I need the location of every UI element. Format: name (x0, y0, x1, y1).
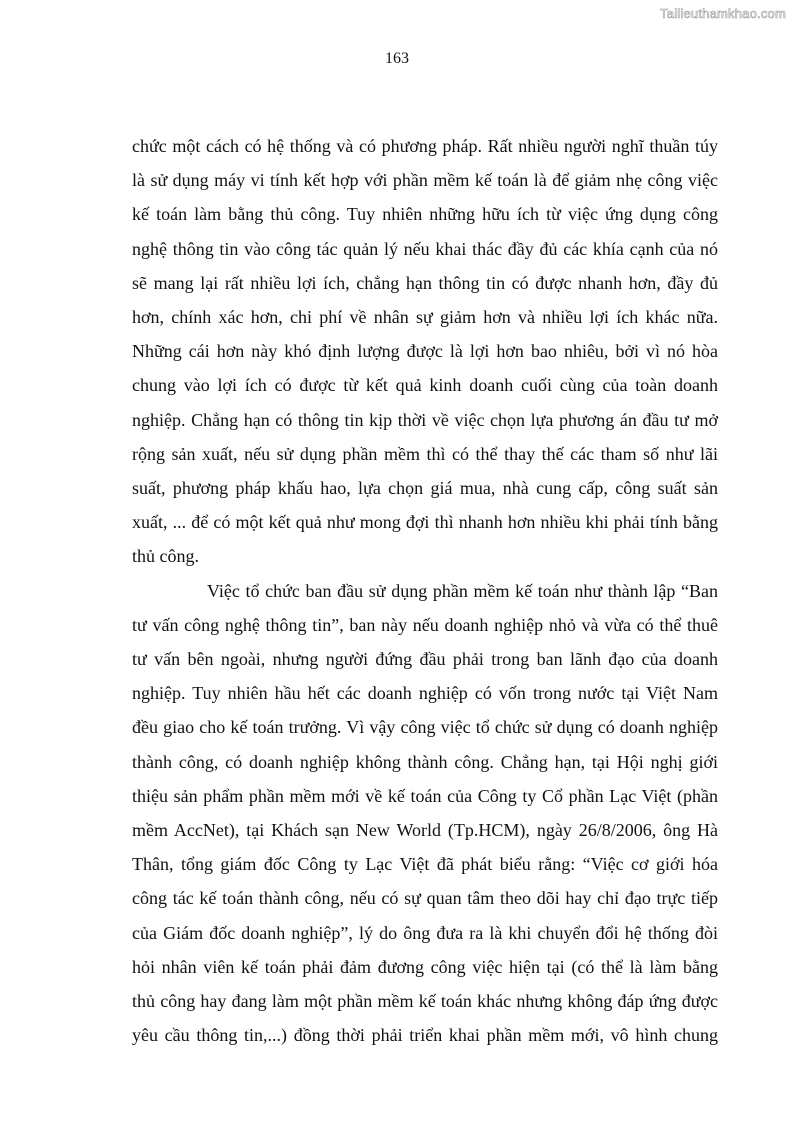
text-line: thủ công. (132, 546, 199, 567)
document-body (132, 129, 718, 1052)
text-line: Việc tổ chức ban đầu sử dụng phần mềm kế toán như thành lập “Ban (207, 580, 718, 601)
text-line: tư vấn bên ngoài, nhưng người đứng đầu phải trong ban lãnh đạo của doanh (132, 649, 718, 670)
text-line: hơn, chính xác hơn, chi phí về nhân sự giảm hơn và nhiều lợi ích khác nữa. (132, 307, 718, 328)
watermark: Tailieuthamkhao.com (660, 6, 786, 21)
text-line: là sử dụng máy vi tính kết hợp với phần mềm kế toán là để giảm nhẹ công việc (132, 170, 718, 191)
text-line: đều giao cho kế toán trưởng. Vì vậy công việc tổ chức sử dụng có doanh nghiệp (132, 717, 718, 738)
text-line: thiệu sản phẩm phần mềm mới về kế toán của Công ty Cổ phần Lạc Việt (phần (132, 785, 718, 806)
text-line: sẽ mang lại rất nhiều lợi ích, chẳng hạn thông tin có được nhanh hơn, đầy đủ (132, 272, 718, 293)
text-line: hỏi nhân viên kế toán phải đảm đương công việc hiện tại (có thể là làm bằng (132, 956, 718, 977)
text-line: kế toán làm bằng thủ công. Tuy nhiên những hữu ích từ việc ứng dụng công (132, 204, 718, 225)
text-line: nghiệp. Chẳng hạn có thông tin kịp thời về việc chọn lựa phương án đầu tư mở (132, 409, 718, 430)
text-line: nghệ thông tin vào công tác quản lý nếu khai thác đầy đủ các khía cạnh của nó (132, 238, 718, 259)
text-line: rộng sản xuất, nếu sử dụng phần mềm thì có thể thay thế các tham số như lãi (132, 443, 718, 464)
text-line: xuất, ... để có một kết quả như mong đợi thì nhanh hơn nhiều khi phải tính bằng (132, 512, 718, 533)
text-line: công tác kế toán thành công, nếu có sự quan tâm theo dõi hay chỉ đạo trực tiếp (132, 888, 718, 909)
text-line: yêu cầu thông tin,...) đồng thời phải triển khai phần mềm mới, vô hình chung (132, 1025, 718, 1046)
page-number: 163 (385, 50, 409, 67)
text-line: Những cái hơn này khó định lượng được là lợi hơn bao nhiêu, bởi vì nó hòa (132, 341, 718, 362)
text-line: thủ công hay đang làm một phần mềm kế toán khác nhưng không đáp ứng được (132, 991, 718, 1012)
text-line: nghiệp. Tuy nhiên hầu hết các doanh nghiệp có vốn trong nước tại Việt Nam (132, 683, 718, 704)
paragraph-2 (132, 574, 718, 1053)
text-line: chung vào lợi ích có được từ kết quả kinh doanh cuối cùng của toàn doanh (132, 375, 718, 396)
text-line: tư vấn công nghệ thông tin”, ban này nếu doanh nghiệp nhỏ và vừa có thể thuê (132, 614, 718, 635)
text-line: thành công, có doanh nghiệp không thành công. Chẳng hạn, tại Hội nghị giới (132, 751, 718, 772)
text-line: suất, phương pháp khấu hao, lựa chọn giá mua, nhà cung cấp, công suất sản (132, 478, 718, 499)
text-line: mềm AccNet), tại Khách sạn New World (Tp.HCM), ngày 26/8/2006, ông Hà (132, 820, 718, 841)
text-line: của Giám đốc doanh nghiệp”, lý do ông đưa ra là khi chuyển đổi hệ thống đòi (132, 922, 718, 943)
paragraph-1 (132, 129, 718, 574)
text-line: Thân, tổng giám đốc Công ty Lạc Việt đã phát biểu rằng: “Việc cơ giới hóa (132, 854, 718, 875)
text-line: chức một cách có hệ thống và có phương pháp. Rất nhiều người nghĩ thuần túy (132, 136, 718, 156)
